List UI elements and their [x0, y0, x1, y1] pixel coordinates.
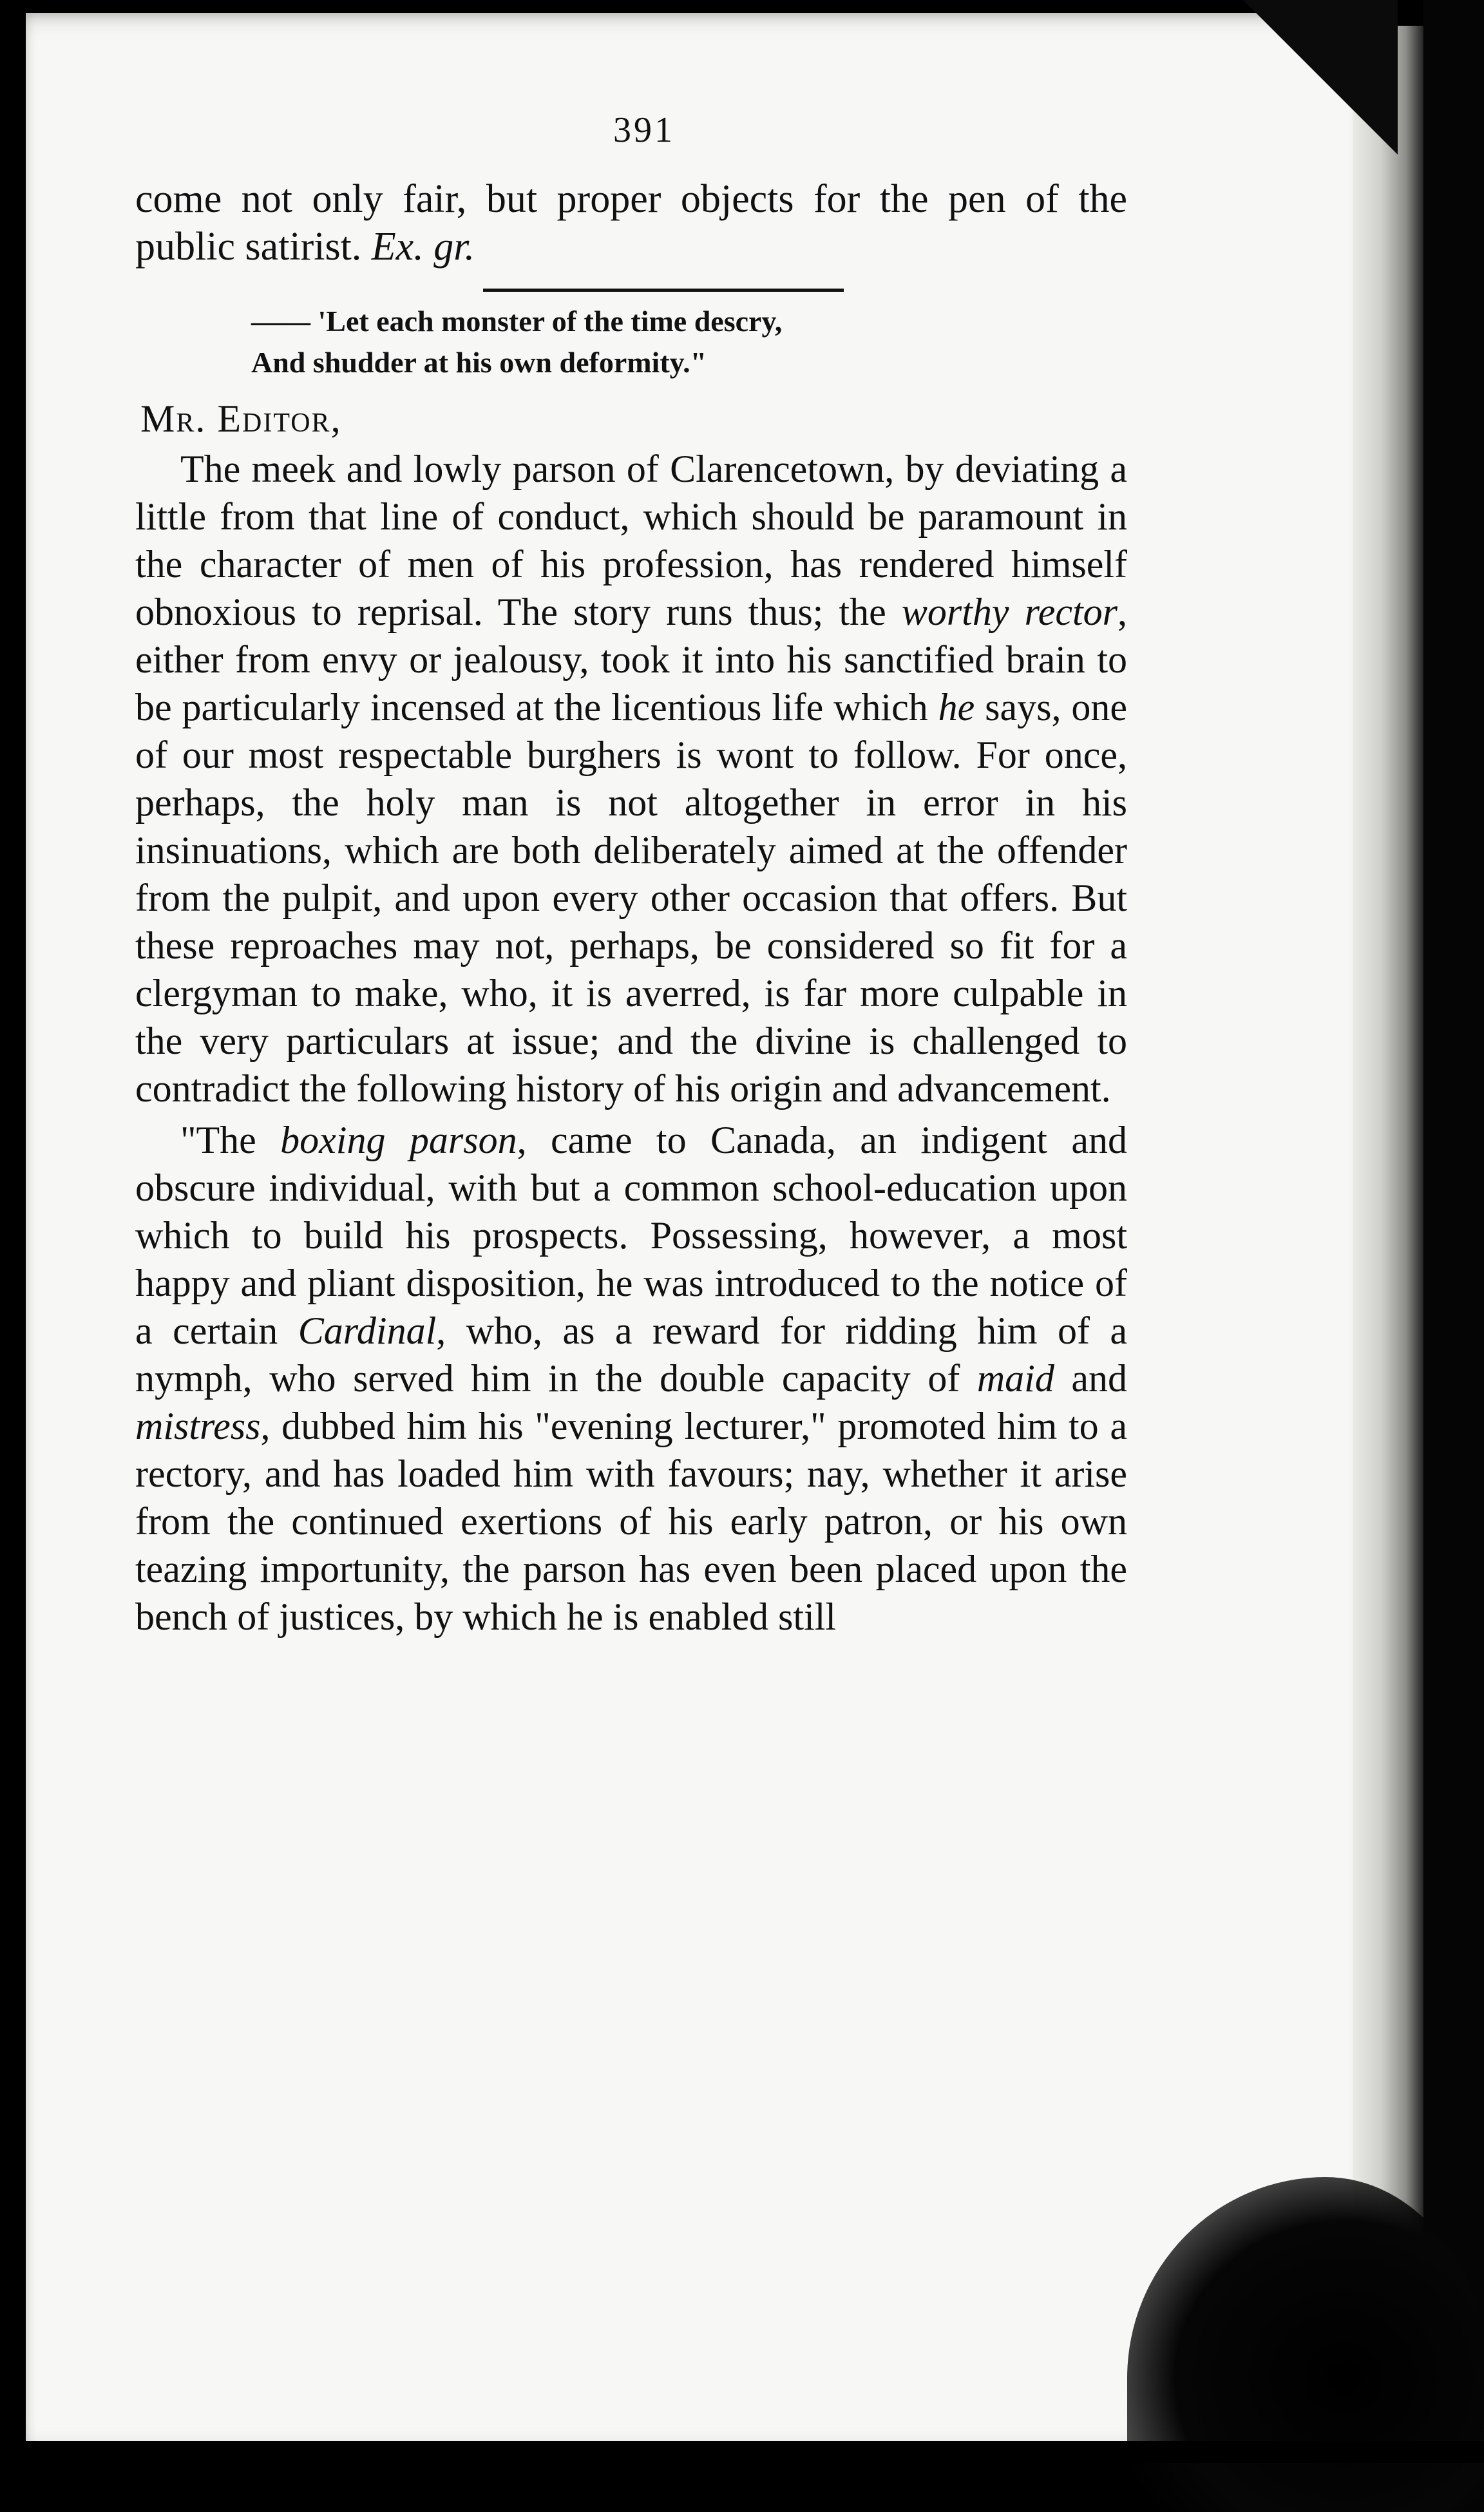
paragraph	[135, 445, 1127, 1112]
italic-text: he	[938, 686, 975, 728]
continued-text-abbrev: Ex. gr.	[371, 225, 475, 269]
paragraph-text: , dubbed him his "evening lecturer," promoted him to a rectory, and has loaded him with favours; nay, whether it arise from the continued exertions of his early patron, or his own teazing importunity, the parson has even been placed upon the bench of justices, by which he is enabled still	[135, 1405, 1127, 1638]
page-text	[135, 109, 1127, 1641]
italic-text: maid	[976, 1357, 1054, 1400]
paragraph-text: and	[1054, 1357, 1127, 1400]
paragraph-text: The meek and lowly parson of Clarencetown, by deviating a little from that line of conduct, which should be paramount in the character of men of his profession, has rendered himself obnoxious to reprisal. The story runs thus; the	[135, 448, 1127, 633]
epigraph-line: And shudder at his own deformity."	[251, 346, 707, 379]
paragraph	[135, 1116, 1127, 1641]
section-divider	[483, 289, 844, 292]
paragraph-text: , came to Canada, an indigent and obscure individual, with but a common school-education upon which to build his prospects. Possessing, however, a most happy and pliant disposition, he was introduced to the notice of a certain	[135, 1119, 1128, 1352]
scan-border-bottom	[0, 2441, 1484, 2463]
italic-text: boxing parson	[280, 1119, 517, 1161]
page-number: 391	[613, 110, 675, 150]
corner-fold	[1243, 0, 1398, 155]
salutation-text: Mr. Editor,	[140, 397, 342, 440]
epigraph-line: —— 'Let each monster of the time descry,	[251, 305, 783, 338]
paragraph-text: , either from envy or jealousy, took it into his sanctified brain to be particularly incensed at the licentious life which	[135, 591, 1127, 728]
italic-text: mistress	[135, 1405, 261, 1447]
salutation	[140, 395, 1127, 442]
scan-border-right	[1423, 0, 1484, 2463]
continued-text	[135, 175, 1127, 271]
continued-text-body: come not only fair, but proper objects for the pen of the public satirist.	[135, 177, 1127, 269]
paragraph-text: "The	[180, 1119, 281, 1161]
epigraph	[251, 301, 1127, 383]
italic-text: worthy rector	[901, 591, 1118, 633]
paragraph-text: , who, as a reward for ridding him of a nymph, who served him in the double capacity of	[135, 1309, 1128, 1400]
paragraph-text: says, one of our most respectable burghers is wont to follow. For once, perhaps, the holy man is not altogether in error in his insinuations, which are both deliberately aimed at the offender from the pulpit, and upon every other occasion that offers. But these reproaches may not, perhaps, be considered so fit for a clergyman to make, who, it is averred, is far more culpable in the very particulars at issue; and the divine is challenged to contradict the following history of his origin and advancement.	[135, 686, 1127, 1110]
italic-text: Cardinal	[298, 1309, 437, 1352]
page-edge	[1353, 26, 1423, 2435]
